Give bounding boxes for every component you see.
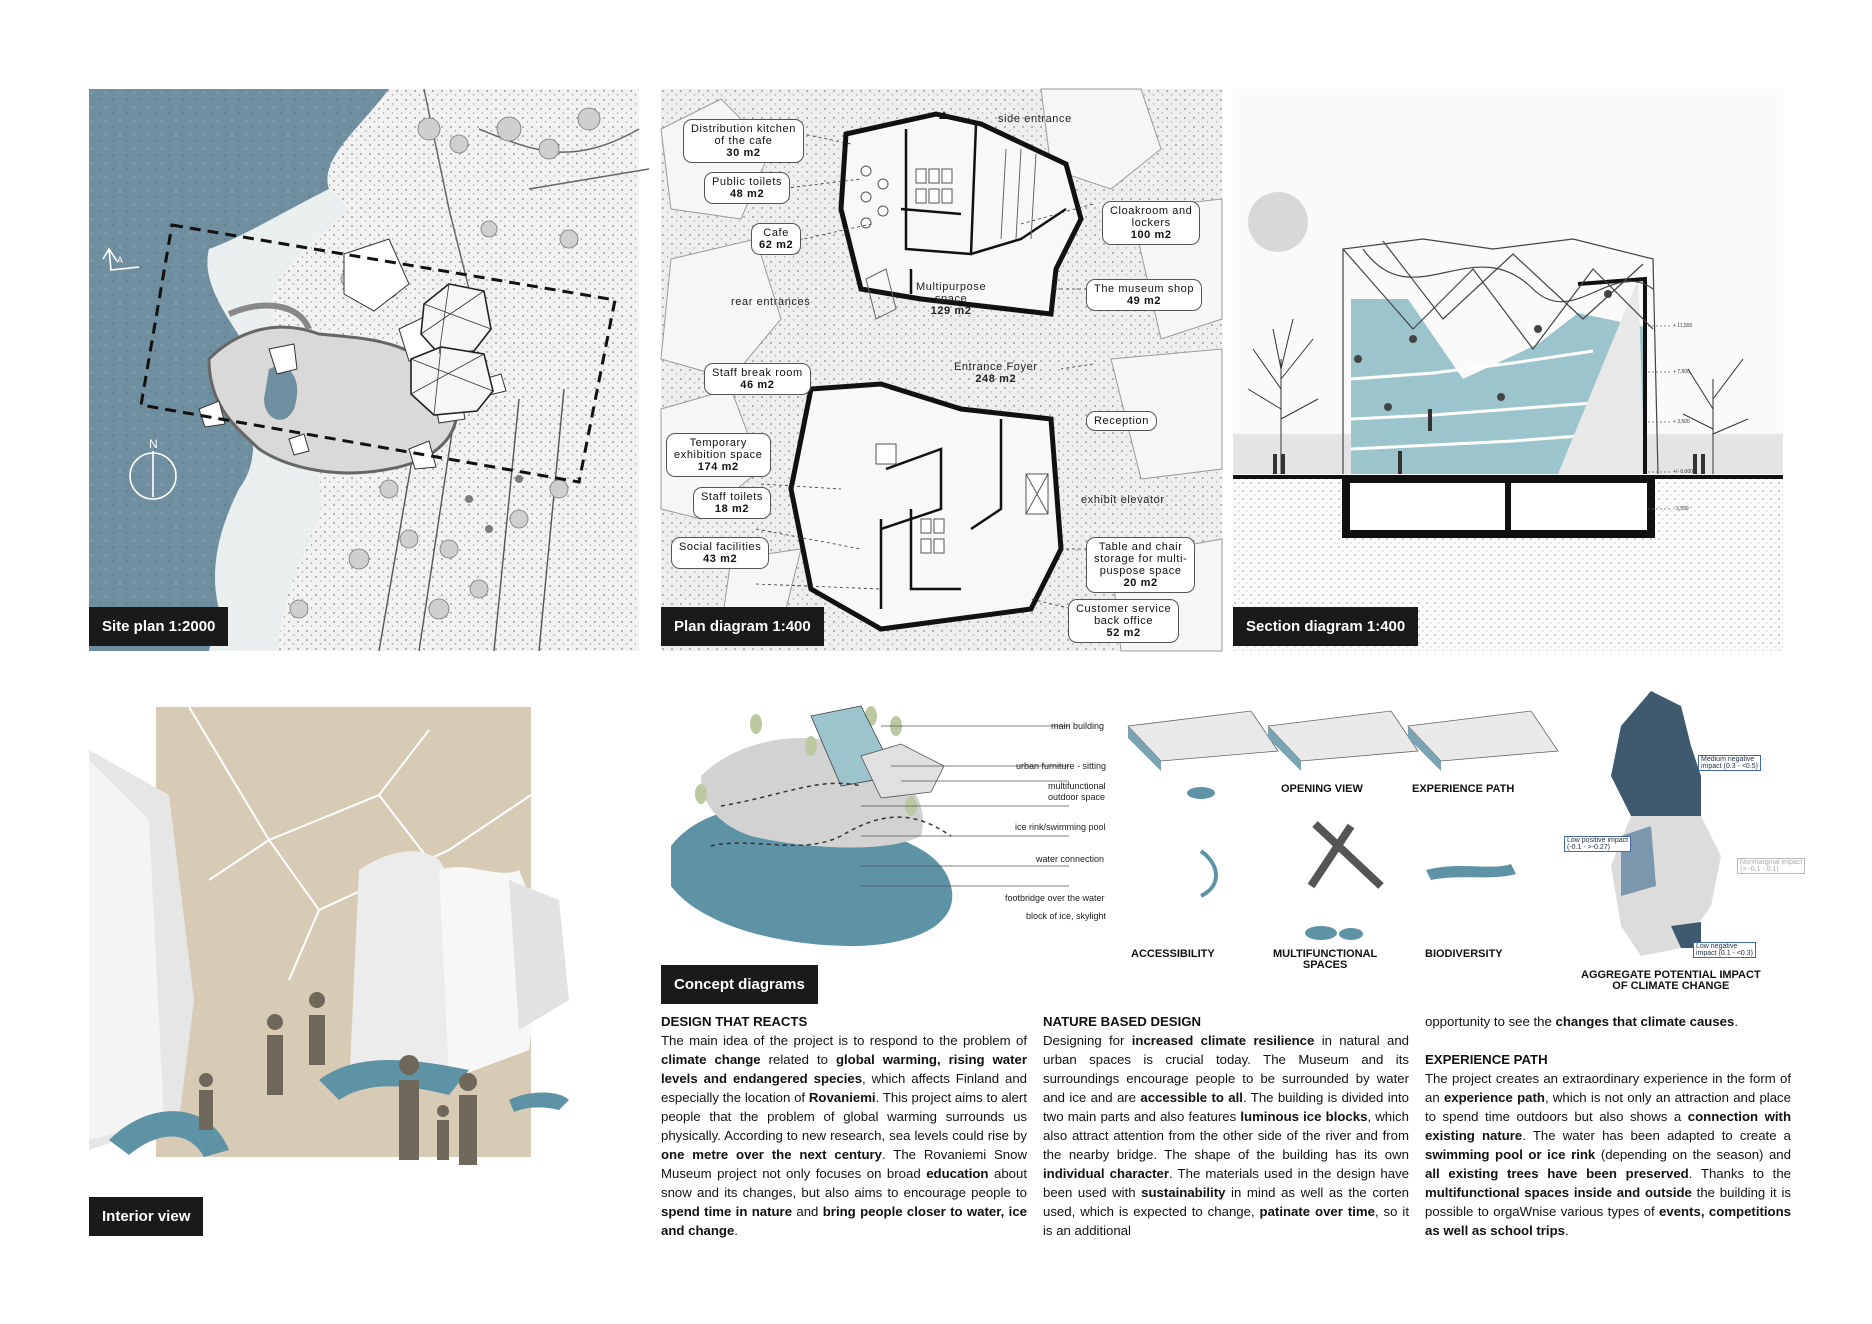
side-entrance-label: side entrance [998,113,1072,125]
callout-urban-furniture: urban furniture - sitting [1016,761,1107,771]
diagram-label-accessibility: ACCESSIBILITY [1131,948,1215,960]
map-legend-low-positive: Low positive impact (-0.1 - >-0.27) [1564,836,1631,852]
map-legend-nonmarginal: Nonmarginal impact (> -0.1 - 0.1) [1737,858,1805,874]
room-callout: Cafe 62 m2 [751,223,801,255]
interior-view-caption: Interior view [89,1197,203,1236]
paragraph-nature-based-design: Designing for increased climate resilience in natural and urban spaces is crucial today. The Museum and its surroundings encourage people to be surrounded by water and ice and are accessible to all. The building is divided into two main parts and also features luminous ice blocks, which also attract attention from the other side of the river and from the nearby bridge. The shape of the building has its own individual character. The materials used in the design have been used with sustainability in mind as well as the corten used, which is expected to change, patinate over time, so it is an additional [1043,1033,1410,1238]
callout-footbridge: footbridge over the water [1005,893,1105,903]
callout-multifunctional: multifunctional [1048,781,1106,791]
section-mark-label: A [117,255,124,265]
heading-experience-path: EXPERIENCE PATH [1425,1052,1548,1067]
callout-outdoor-space: outdoor space [1048,792,1106,802]
interior-view-panel [89,700,639,1236]
room-callout: Temporary exhibition space 174 m2 [666,433,771,477]
room-callout: Social facilities 43 m2 [671,537,769,569]
callout-main-building: main building [1051,721,1105,731]
map-title: AGGREGATE POTENTIAL IMPACT OF CLIMATE CHANGE [1581,969,1761,992]
diagram-label-opening-view: OPENING VIEW [1281,783,1363,795]
room-callout: Staff break room 46 m2 [704,363,811,395]
level-mark: + 7,500 [1673,369,1690,375]
site-plan-drawing [89,89,639,651]
north-label: N [149,437,158,451]
heading-nature-based-design: NATURE BASED DESIGN [1043,1014,1202,1029]
diagram-label-experience-path: EXPERIENCE PATH [1412,783,1515,795]
paragraph-climate-changes: opportunity to see the changes that climate causes. [1425,1014,1739,1029]
diagram-label-multifunctional: MULTIFUNCTIONAL SPACES [1273,948,1378,971]
room-callout: Staff toilets 18 m2 [693,487,771,519]
rear-entrances-label: rear entrances [731,296,811,308]
room-callout: The museum shop 49 m2 [1086,279,1202,311]
level-mark: + 3,500 [1673,419,1690,425]
room-callout: Distribution kitchen of the cafe 30 m2 [683,119,804,163]
room-callout: Cloakroom and lockers 100 m2 [1102,201,1200,245]
plan-diagram-caption: Plan diagram 1:400 [661,607,824,646]
diagram-label-biodiversity: BIODIVERSITY [1425,948,1503,960]
paragraph-design-that-reacts: The main idea of the project is to respond to the problem of climate change related to global warming, rising water levels and endangered species, which affects Finland and especially the location of Rovaniemi. This project aims to alert people that the problem of global warming surrounds us physically. According to new research, sea levels could rise by one metre over the next century. The Rovaniemi Snow Museum project not only focuses on broad education about snow and its changes, but also aims to encourage people to spend time in nature and bring people closer to water, ice and change. [661,1033,1028,1238]
site-plan-panel [89,89,639,651]
level-mark: - 3,530 [1673,506,1689,512]
section-diagram-panel [1233,89,1783,651]
text-column-design-that-reacts [661,1012,1027,1240]
heading-design-that-reacts: DESIGN THAT REACTS [661,1014,808,1029]
level-mark: + 11,500 [1673,323,1693,329]
exhibit-elevator-label: exhibit elevator [1081,494,1165,506]
plan-diagram-panel [661,89,1222,651]
room-label-foyer: Entrance Foyer 248 m2 [954,361,1038,385]
text-column-experience-path [1425,1012,1791,1240]
callout-water-connection: water connection [1036,854,1105,864]
text-column-nature-based-design [1043,1012,1409,1240]
section-drawing [1233,89,1783,651]
room-callout: Table and chair storage for multi- puspose space 20 m2 [1086,537,1195,593]
interior-illustration [89,700,639,1236]
room-callout: Public toilets 48 m2 [704,172,790,204]
room-callout: Reception [1086,411,1157,431]
concept-diagrams-panel [661,686,1803,1002]
callout-ice-rink: ice rink/swimming pool [1015,822,1106,832]
room-label-multipurpose: Multipurpose space 129 m2 [916,281,987,317]
room-callout: Customer service back office 52 m2 [1068,599,1179,643]
concept-diagrams-caption: Concept diagrams [661,965,818,1004]
callout-block-of-ice: block of ice, skylight [1026,911,1107,921]
map-legend-low-negative: Low negative impact (0.1 - <0.3) [1693,942,1756,958]
site-plan-caption: Site plan 1:2000 [89,607,228,646]
map-legend-medium-negative: Medium negative impact (0.3 - <0.5) [1698,755,1761,771]
section-diagram-caption: Section diagram 1:400 [1233,607,1418,646]
paragraph-experience-path: The project creates an extraordinary experience in the form of an experience path, which is not only an attraction and place to spend time outdoors but also shows a connection with existing nature. The water has been adapted to create a swimming pool or ice rink (depending on the season) and all existing trees have been preserved. Thanks to the multifunctional spaces inside and outside the building it is possible to orgaWnise various types of events, competitions as well as school trips. [1425,1071,1791,1238]
level-mark: +/- 0,000 [1673,469,1693,475]
